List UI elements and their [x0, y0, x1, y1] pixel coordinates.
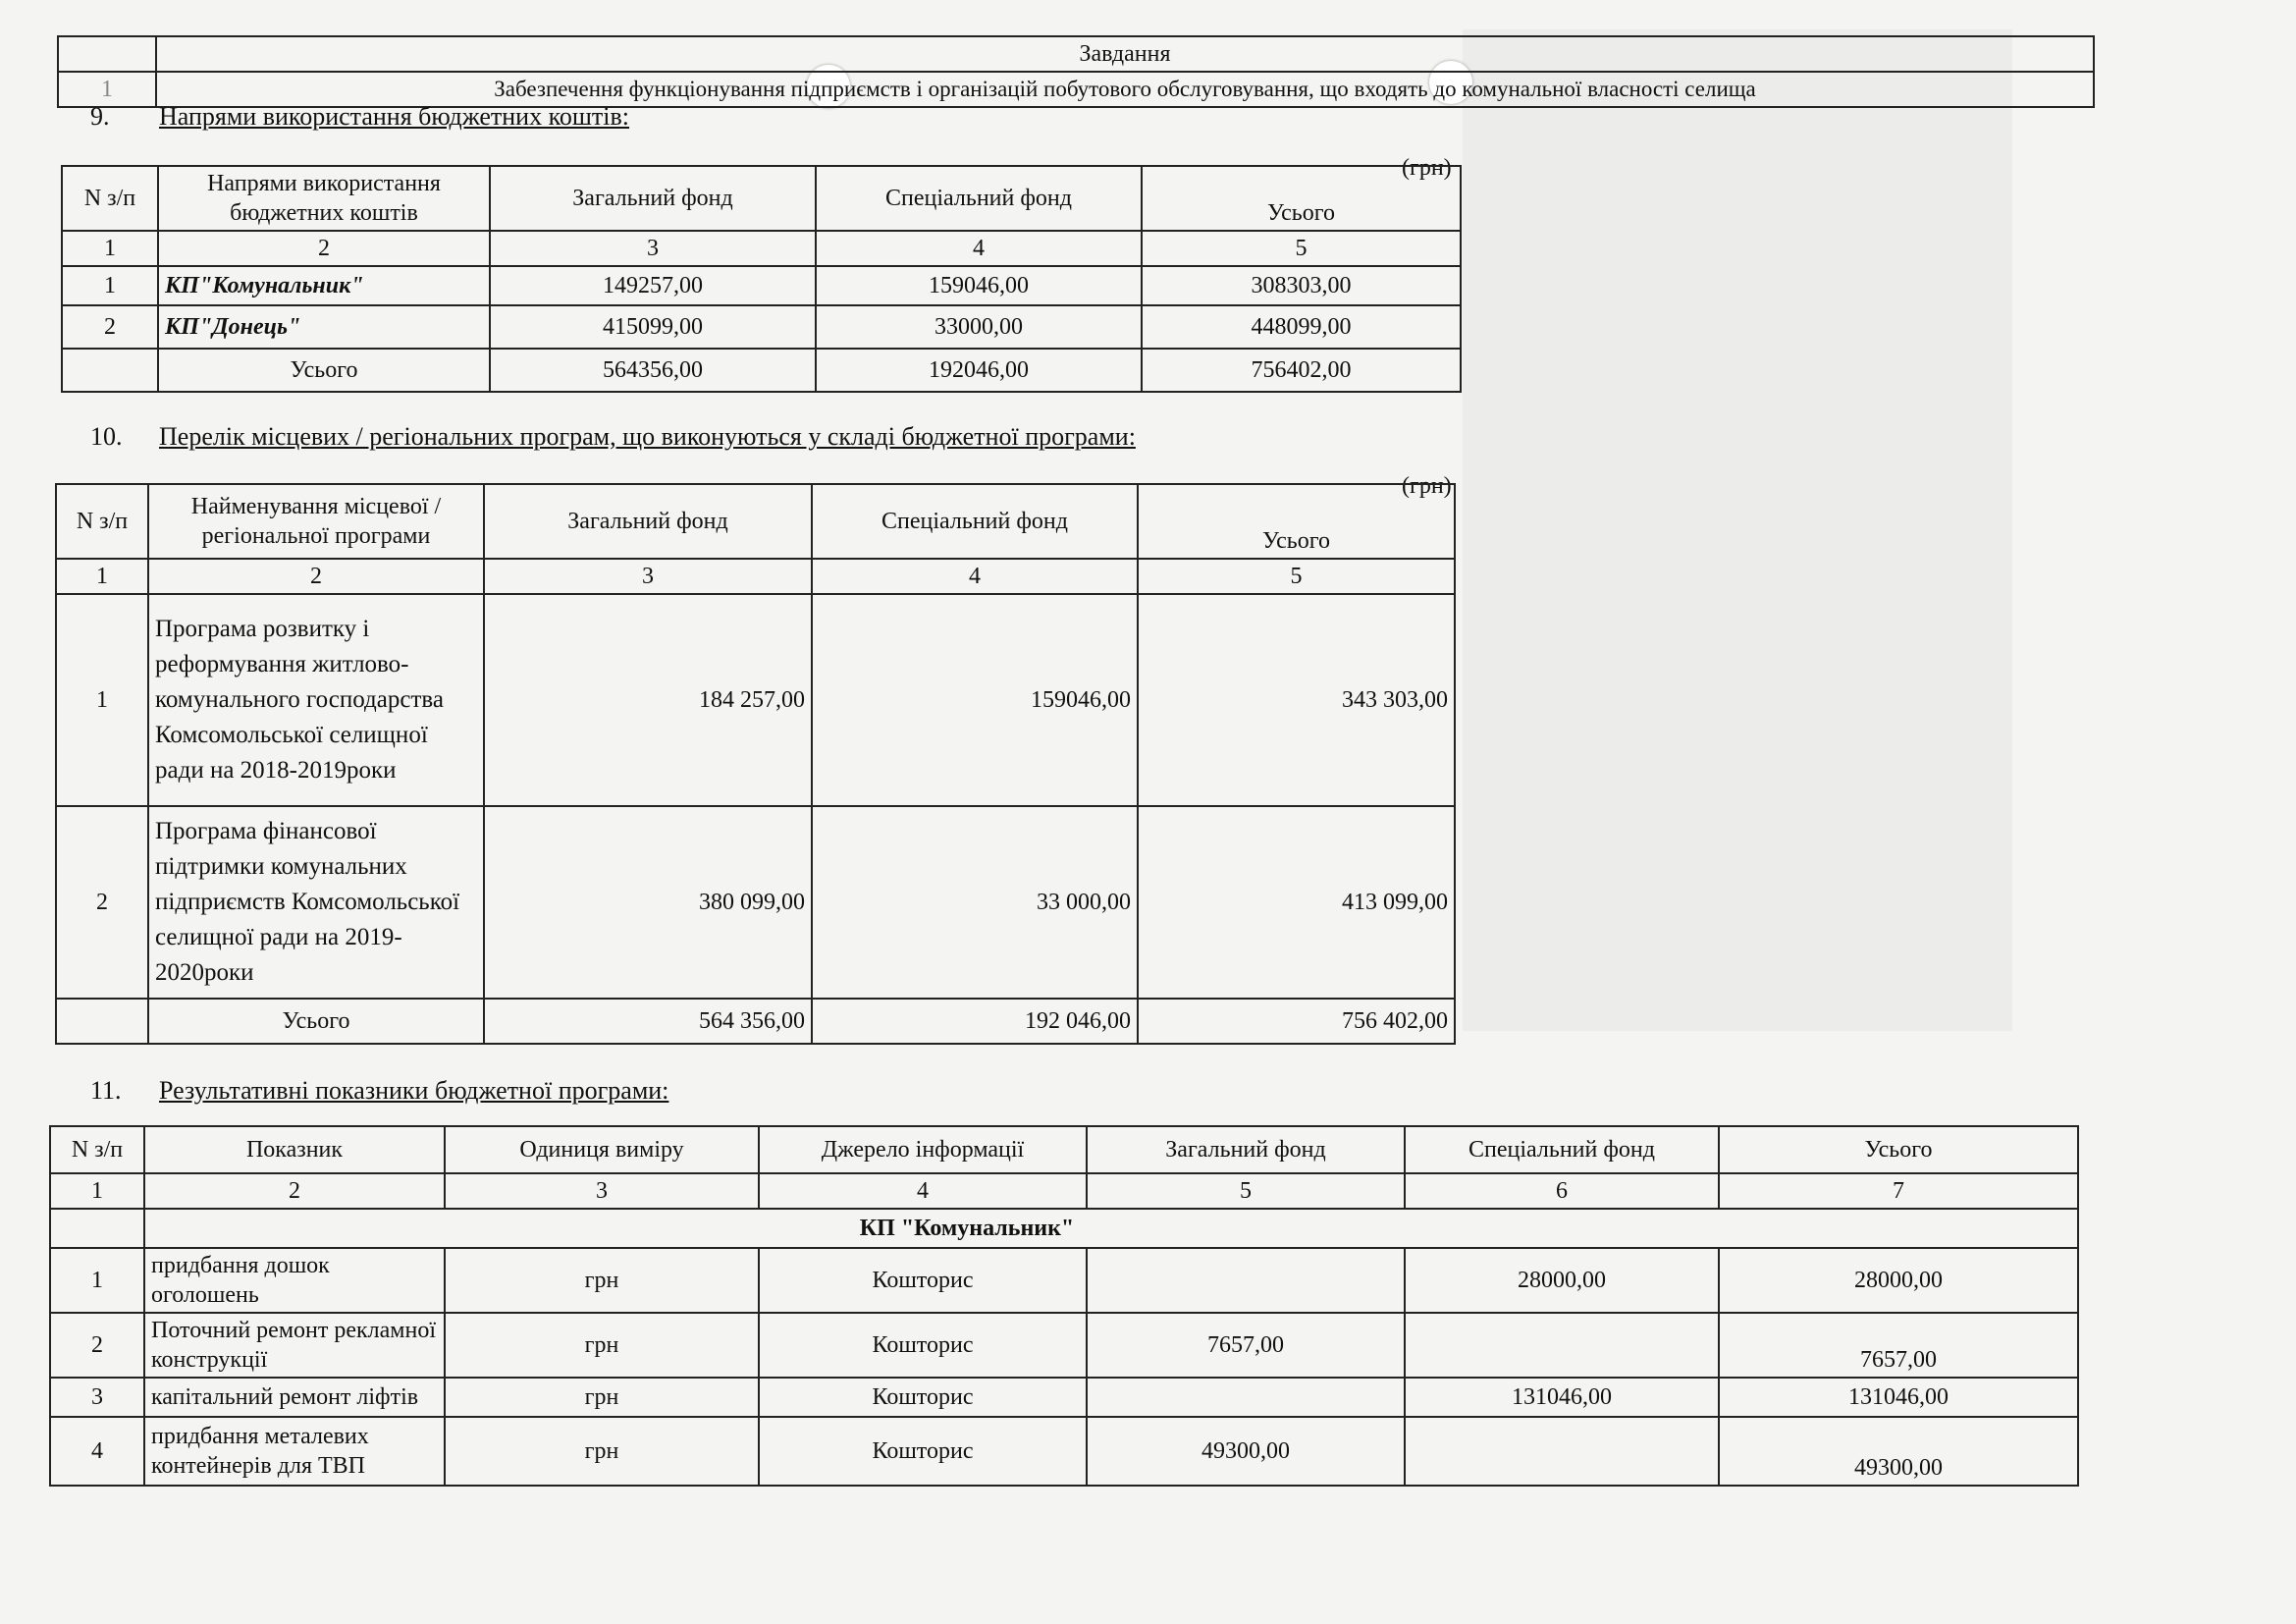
table-header-row: N з/п Напрями використання бюджетних коштів Загальний фонд Спеціальний фонд Усього	[62, 166, 1461, 231]
section-10-heading: 10. Перелік місцевих / регіональних програм, що виконуються у складі бюджетної програми:	[90, 422, 1136, 451]
section-11-title: Результативні показники бюджетної програми:	[159, 1076, 669, 1105]
table-header-row: N з/п Найменування місцевої / регіональної програми Загальний фонд Спеціальний фонд Усього	[56, 484, 1455, 559]
table-row: 2 Програма фінансової підтримки комунальних підприємств Комсомольської селищної ради на 2019-2020роки 380 099,00 33 000,00 413 099,00	[56, 806, 1455, 999]
column-number-row: 1 2 3 4 5 6 7	[50, 1173, 2078, 1209]
table-row: 2 Поточний ремонт рекламної конструкції грн Кошторис 7657,00 7657,00	[50, 1313, 2078, 1378]
table-total-row: Усього 564 356,00 192 046,00 756 402,00	[56, 999, 1455, 1044]
section-9-title: Напрями використання бюджетних коштів:	[159, 102, 630, 131]
table-total-row: Усього 564356,00 192046,00 756402,00	[62, 349, 1461, 392]
section-10-title: Перелік місцевих / регіональних програм, що виконуються у складі бюджетної програми:	[159, 422, 1136, 451]
table-row: 1 КП"Комунальник" 149257,00 159046,00 308303,00	[62, 266, 1461, 305]
group-label: КП "Комунальник"	[144, 1209, 2078, 1248]
column-number-row: 1 2 3 4 5	[56, 559, 1455, 594]
section-11-heading: 11. Результативні показники бюджетної програми:	[90, 1076, 669, 1105]
table-row: 1 придбання дошок оголошень грн Кошторис 28000,00 28000,00	[50, 1248, 2078, 1313]
group-row	[50, 1209, 2078, 1248]
table-row: 1 Програма розвитку і реформування житлово-комунального господарства Комсомольської селищної ради на 2018-2019роки 184 257,00 159046,00 343 303,00	[56, 594, 1455, 806]
table-row: 2 КП"Донець" 415099,00 33000,00 448099,00	[62, 305, 1461, 349]
column-number-row: 1 2 3 4 5	[62, 231, 1461, 266]
task-text: Забезпечення функціонування підприємств і організацій побутового обслуговування, що входять до комунальної власності селища	[156, 72, 2094, 107]
regional-programs-table	[55, 483, 1456, 1045]
budget-directions-table	[61, 165, 1462, 393]
section-9-unit: (грн)	[1402, 155, 1452, 181]
section-10-unit: (грн)	[1402, 473, 1452, 499]
task-table	[57, 35, 2095, 108]
task-row-number: 1	[58, 72, 156, 107]
table-header-row: N з/п Показник Одиниця виміру Джерело інформації Загальний фонд Спеціальний фонд Усього	[50, 1126, 2078, 1173]
table-row: 3 капітальний ремонт ліфтів грн Кошторис 131046,00 131046,00	[50, 1378, 2078, 1417]
section-9-heading: 9. Напрями використання бюджетних коштів:	[90, 102, 630, 131]
bleed-through-shade	[1463, 29, 2012, 1031]
performance-indicators-table	[49, 1125, 2079, 1487]
table-row: 4 придбання металевих контейнерів для ТВП грн Кошторис 49300,00 49300,00	[50, 1417, 2078, 1486]
task-header: Завдання	[156, 36, 2094, 72]
